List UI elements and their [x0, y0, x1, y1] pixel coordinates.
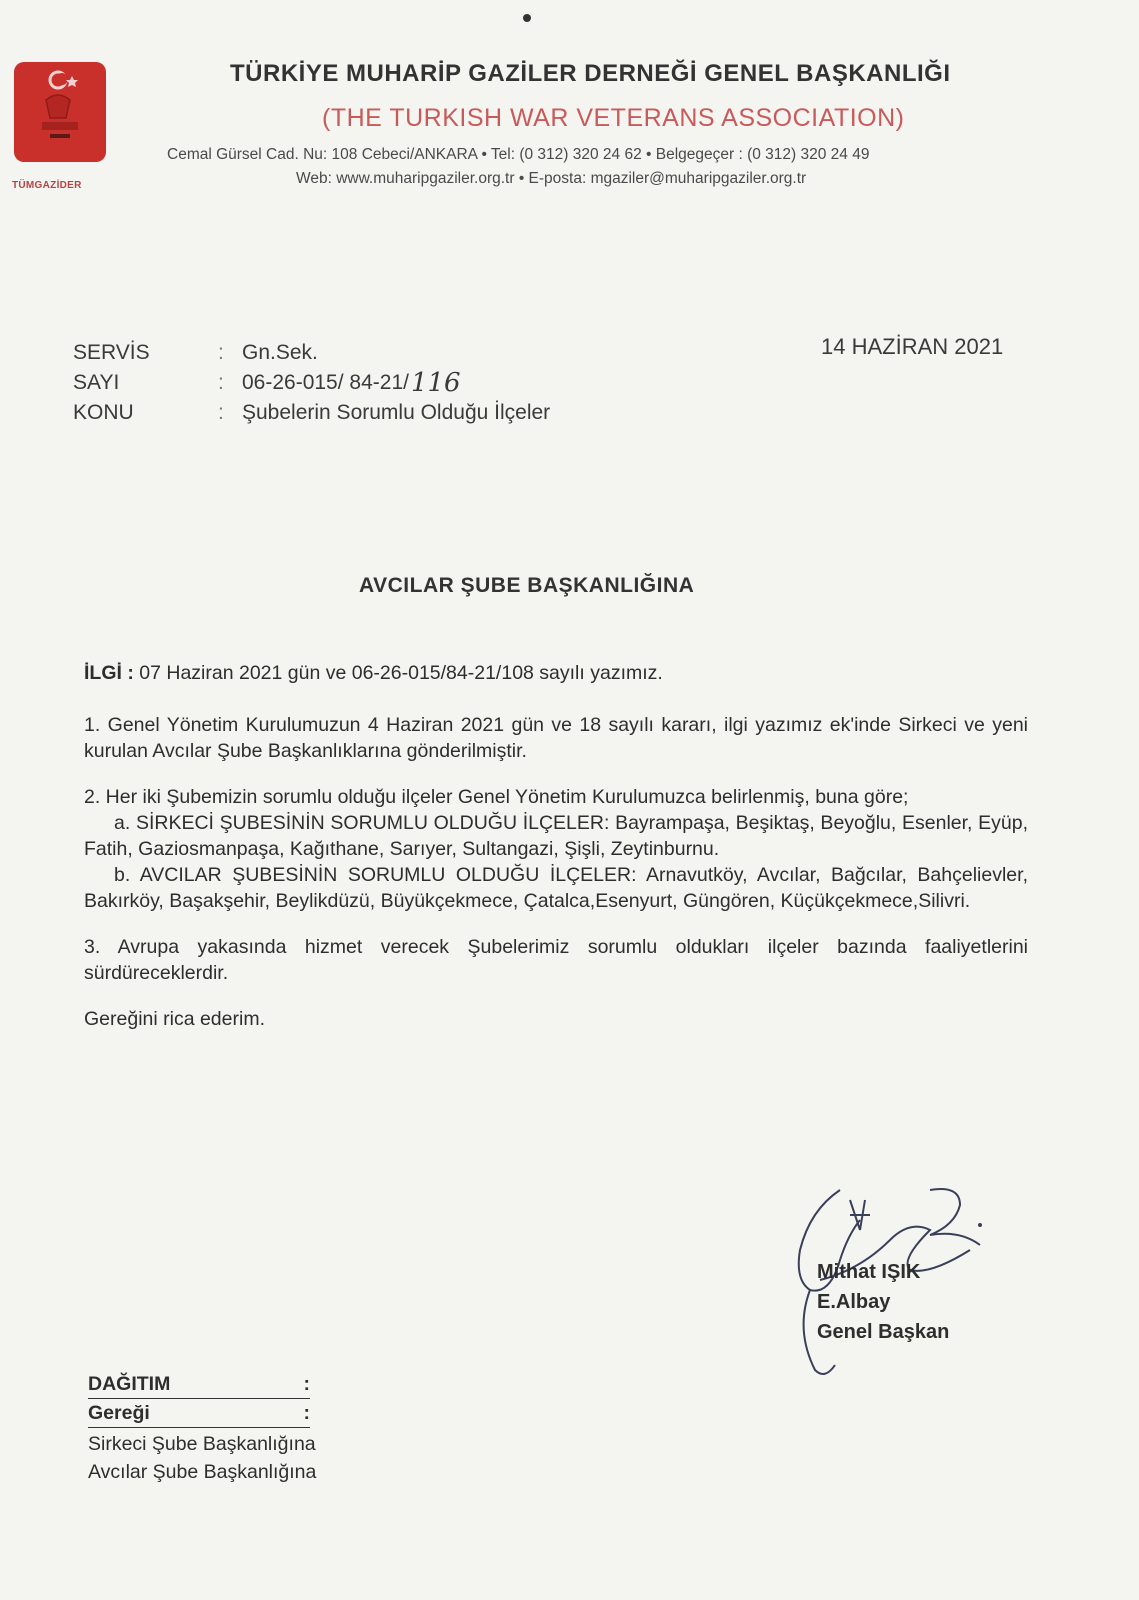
sayi-label: SAYI [73, 371, 120, 394]
distribution-recipient: Avcılar Şube Başkanlığına [88, 1461, 317, 1483]
distribution-subheading [88, 1399, 310, 1428]
logo-caption: TÜMGAZİDER [12, 180, 82, 191]
servis-value: Gn.Sek. [242, 341, 318, 364]
signatory-name: Mithat IŞIK [817, 1261, 921, 1283]
konu-value: Şubelerin Sorumlu Olduğu İlçeler [242, 401, 551, 424]
closing-line: Gereğini rica ederim. [84, 1008, 265, 1030]
reference-text: 07 Haziran 2021 gün ve 06-26-015/84-21/108 sayılı yazımız. [139, 662, 663, 684]
servis-row [73, 338, 550, 368]
colon: : [218, 401, 224, 424]
punch-mark [523, 14, 531, 22]
organization-subtitle: (THE TURKISH WAR VETERANS ASSOCIATION) [322, 104, 905, 132]
servis-label: SERVİS [73, 341, 150, 364]
document-meta [73, 338, 550, 428]
paragraph-2 [84, 784, 1028, 914]
distribution-block [88, 1370, 316, 1486]
reference-line [84, 660, 1028, 686]
colon: : [303, 1402, 310, 1424]
distribution-label: DAĞITIM [88, 1373, 171, 1395]
paragraph-2-intro: 2. Her iki Şubemizin sorumlu olduğu ilçeler Genel Yönetim Kurulumuzca belirlenmiş, buna göre; [84, 786, 909, 808]
item-a: a. SİRKECİ ŞUBESİNİN SORUMLU OLDUĞU İLÇELER: Bayrampaşa, Beşiktaş, Beyoğlu, Esenler, Eyüp, Fatih, Gaziosmanpaşa, Kağıthane, Sarıyer, Sultangazi, Şişli, Zeytinburnu. [84, 812, 1028, 860]
letter-body [84, 660, 1028, 1052]
organization-title: TÜRKİYE MUHARİP GAZİLER DERNEĞİ GENEL BAŞKANLIĞI [230, 60, 951, 87]
colon: : [303, 1373, 310, 1395]
paragraph-1: 1. Genel Yönetim Kurulumuzun 4 Haziran 2021 gün ve 18 sayılı kararı, ilgi yazımız ek'inde Sirkeci ve yeni kurulan Avcılar Şube Başkanlıklarına gönderilmiştir. [84, 714, 1028, 762]
sayi-value: 06-26-015/ 84-21/ [242, 371, 409, 394]
konu-label: KONU [73, 401, 134, 424]
colon: : [218, 371, 224, 394]
distribution-subheading-label: Gereği [88, 1402, 150, 1424]
distribution-recipient: Sirkeci Şube Başkanlığına [88, 1433, 316, 1455]
signature-block [817, 1257, 949, 1347]
signatory-title: Genel Başkan [817, 1321, 950, 1343]
signatory-rank: E.Albay [817, 1291, 891, 1313]
sayi-row [73, 368, 550, 398]
konu-row [73, 398, 550, 428]
distribution-heading [88, 1370, 310, 1399]
association-logo [12, 60, 108, 170]
sayi-handwritten-number: 116 [410, 368, 461, 398]
colon: : [218, 341, 224, 364]
item-b: b. AVCILAR ŞUBESİNİN SORUMLU OLDUĞU İLÇELER: Arnavutköy, Avcılar, Bağcılar, Bahçelievler, Bakırköy, Başakşehir, Beylikdüzü, Büyükçekmece, Çatalca,Esenyurt, Güngören, Küçükçekmece,Silivri. [84, 864, 1028, 912]
organization-address: Cemal Gürsel Cad. Nu: 108 Cebeci/ANKARA • Tel: (0 312) 320 24 62 • Belgegeçer : (0 312) 320 24 49 [167, 146, 870, 163]
document-date: 14 HAZİRAN 2021 [821, 334, 1004, 359]
addressee: AVCILAR ŞUBE BAŞKANLIĞINA [359, 574, 695, 597]
organization-web-email: Web: www.muharipgaziler.org.tr • E-posta: mgaziler@muharipgaziler.org.tr [296, 170, 807, 187]
reference-label: İLGİ : [84, 662, 134, 684]
paragraph-3: 3. Avrupa yakasında hizmet verecek Şubelerimiz sorumlu oldukları ilçeler bazında faaliyetlerini sürdüreceklerdir. [84, 936, 1028, 984]
distribution-list [88, 1430, 316, 1486]
